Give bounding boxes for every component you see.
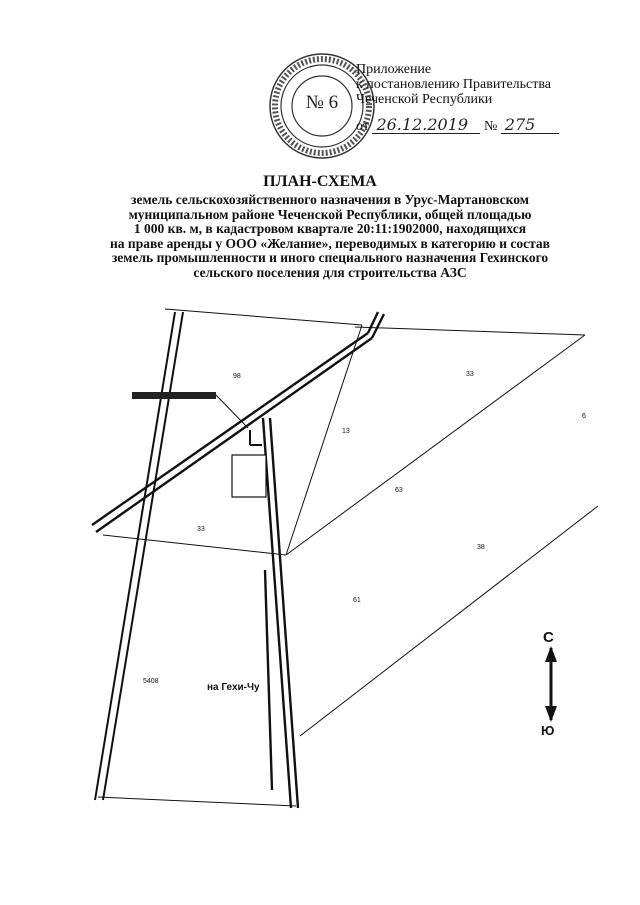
subtitle-line: земель промышленности и иного специального назначения Гехинского xyxy=(111,250,549,265)
parcel-label: 33 xyxy=(197,526,205,533)
subtitle-line: 1 000 кв. м, в кадастровом квартале 20:11:1902000, находящихся xyxy=(133,221,527,236)
date-prefix: от xyxy=(356,119,369,134)
subtitle-line: на праве аренды у ООО «Желание», переводимых в категорию и состав xyxy=(110,235,550,251)
vertical-road xyxy=(263,418,298,808)
subtitle-line: муниципальном районе Чеченской Республики, общей площадью xyxy=(128,206,532,222)
parcel-boundaries xyxy=(98,309,598,806)
subtitle-line: сельского поселения для строительства АЗС xyxy=(193,264,467,280)
handwritten-number: 275 xyxy=(501,117,559,134)
road-label: на Гехи-Чу xyxy=(207,682,260,693)
appendix-line: к постановлению Правительства xyxy=(356,77,552,92)
diagonal-road xyxy=(92,312,384,532)
label-bar xyxy=(132,392,216,399)
parcel-label: 5408 xyxy=(143,678,159,685)
appendix-block xyxy=(356,62,636,134)
parcel-label: 98 xyxy=(233,373,241,380)
compass-north: С xyxy=(543,629,554,646)
seal-number: № 6 xyxy=(305,92,339,113)
document-subtitle xyxy=(60,193,600,280)
cadastral-map xyxy=(0,300,640,820)
parcel-label: 38 xyxy=(477,544,485,551)
subtitle-line: земель сельскохозяйственного назначения в Урус-Мартановском xyxy=(131,192,529,207)
handwritten-date: 26.12.2019 xyxy=(372,117,480,134)
parcel-label: 33 xyxy=(466,371,474,378)
compass-arrow-down-icon xyxy=(545,706,557,722)
appendix-line: Приложение xyxy=(356,62,432,77)
azs-site xyxy=(232,455,266,497)
left-boundary xyxy=(95,312,183,800)
number-prefix: № xyxy=(483,119,498,134)
parcel-label: 6 xyxy=(582,413,586,420)
compass-arrow-up-icon xyxy=(545,646,557,662)
parcel-label: 61 xyxy=(353,597,361,604)
appendix-line: Чеченской Республики xyxy=(356,92,493,107)
parcel-label: 13 xyxy=(342,428,350,435)
parcel-label: 63 xyxy=(395,487,403,494)
appendix-date-row xyxy=(356,117,636,134)
compass xyxy=(541,629,557,738)
document-title: ПЛАН-СХЕМА xyxy=(263,173,377,190)
compass-south: Ю xyxy=(541,723,555,738)
side-road xyxy=(250,430,262,445)
